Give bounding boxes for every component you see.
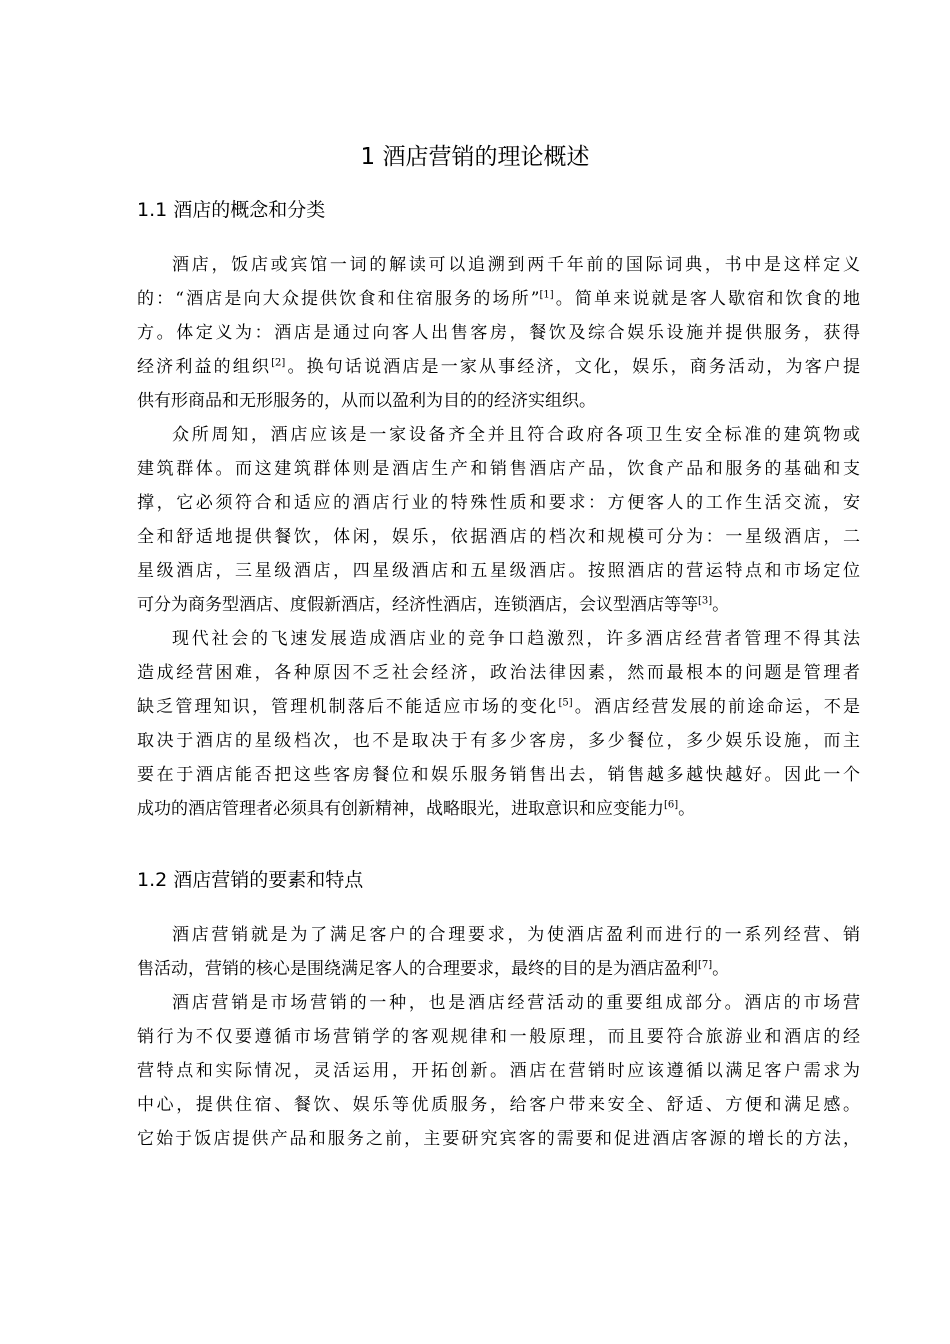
citation-ref: [1] [539, 289, 554, 301]
paragraph-line: 方。体定义为：酒店是通过向客人出售客房，餐饮及综合娱乐设施并提供服务，获得 [137, 323, 860, 343]
paragraph-line: 中心，提供住宿、餐饮、娱乐等优质服务，给客户带来安全、舒适、方便和满足感。 [137, 1095, 860, 1115]
paragraph-line: 要在于酒店能否把这些客房餐位和娱乐服务销售出去，销售越多越快越好。因此一个 [137, 765, 860, 785]
paragraph-line: 酒店，饭店或宾馆一词的解读可以追溯到两千年前的国际词典，书中是这样定义 [172, 255, 860, 275]
paragraph-line: 的：“酒店是向大众提供饮食和住宿服务的场所”[1]。简单来说就是客人歇宿和饮食的地 [137, 289, 860, 309]
paragraph-line: 它始于饭店提供产品和服务之前，主要研究宾客的需要和促进酒店客源的增长的方法， [137, 1129, 860, 1149]
citation-ref: [6] [664, 799, 679, 811]
citation-ref: [5] [558, 697, 573, 709]
citation-ref: [3] [698, 595, 713, 607]
paragraph-line: 销行为不仅要遵循市场营销学的客观规律和一般原理，而且要符合旅游业和酒店的经 [137, 1027, 860, 1047]
paragraph-line: 售活动，营销的核心是围绕满足客人的合理要求，最终的目的是为酒店盈利[7]。 [137, 959, 730, 979]
paragraph-line: 现代社会的飞速发展造成酒店业的竞争口趋激烈，许多酒店经营者管理不得其法 [172, 629, 860, 649]
paragraph-line: 酒店营销就是为了满足客户的合理要求，为使酒店盈利而进行的一系列经营、销 [172, 925, 860, 945]
paragraph-line: 众所周知，酒店应该是一家设备齐全并且符合政府各项卫生安全标准的建筑物或 [172, 425, 860, 445]
paragraph-line: 经济利益的组织[2]。换句话说酒店是一家从事经济，文化，娱乐，商务活动，为客户提 [137, 357, 861, 377]
chapter-title: 1 酒店营销的理论概述 [360, 144, 590, 170]
paragraph-line: 供有形商品和无形服务的，从而以盈利为目的的经济实组织。 [137, 391, 596, 411]
paragraph-line: 建筑群体。而这建筑群体则是酒店生产和销售酒店产品，饮食产品和服务的基础和支 [137, 459, 860, 479]
paragraph-line: 星级酒店，三星级酒店，四星级酒店和五星级酒店。按照酒店的营运特点和市场定位 [137, 561, 860, 581]
citation-ref: [7] [698, 959, 713, 971]
paragraph-line: 全和舒适地提供餐饮，体闲，娱乐，依据酒店的档次和规模可分为：一星级酒店，二 [137, 527, 860, 547]
paragraph-line: 营特点和实际情况，灵活运用，开拓创新。酒店在营销时应该遵循以满足客户需求为 [137, 1061, 860, 1081]
section-title-1-1: 1.1 酒店的概念和分类 [137, 199, 326, 221]
paragraph-line: 缺乏管理知识，管理机制落后不能适应市场的变化[5]。酒店经营发展的前途命运，不是 [137, 697, 861, 717]
section-title-1-2: 1.2 酒店营销的要素和特点 [137, 869, 364, 891]
paragraph-line: 酒店营销是市场营销的一种，也是酒店经营活动的重要组成部分。酒店的市场营 [172, 993, 860, 1013]
paragraph-line: 可分为商务型酒店、度假新酒店，经济性酒店，连锁酒店，会议型酒店等等[3]。 [137, 595, 730, 615]
paragraph-line: 撑，它必须符合和适应的酒店行业的特殊性质和要求：方便客人的工作生活交流，安 [137, 493, 860, 513]
paragraph-line: 成功的酒店管理者必须具有创新精神，战略眼光，进取意识和应变能力[6]。 [137, 799, 696, 819]
paragraph-line: 取决于酒店的星级档次，也不是取决于有多少客房，多少餐位，多少娱乐设施，而主 [137, 731, 860, 751]
paragraph-line: 造成经营困难，各种原因不乏社会经济，政治法律因素，然而最根本的问题是管理者 [137, 663, 860, 683]
citation-ref: [2] [271, 357, 286, 369]
